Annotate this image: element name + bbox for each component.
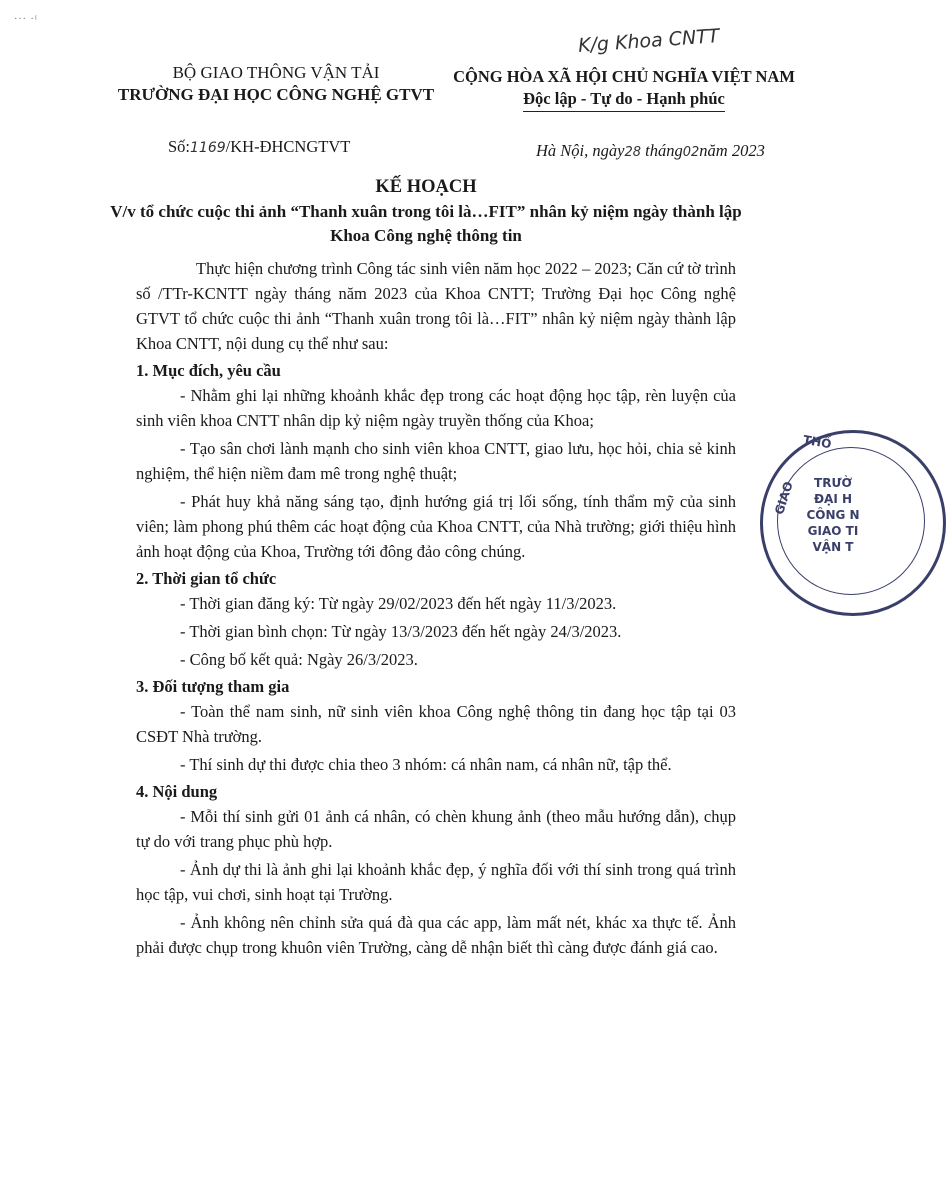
corner-scribble: ··· ·ᴵ — [14, 14, 38, 25]
handwritten-note: K/g Khoa CNTT — [577, 25, 721, 57]
header-right — [448, 66, 800, 112]
date-suffix: năm 2023 — [699, 141, 765, 160]
document-body — [136, 256, 736, 960]
section-4-item-2: - Ảnh dự thi là ảnh ghi lại khoảnh khắc đẹp, ý nghĩa đối với thí sinh trong quá trình học tập, vui chơi, sinh hoạt tại Trường. — [136, 860, 736, 904]
section-1-item-1: - Nhằm ghi lại những khoảnh khắc đẹp trong các hoạt động học tập, rèn luyện của sinh viên khoa CNTT nhân dịp kỷ niệm ngày truyền thống của Khoa; — [136, 386, 736, 430]
document-number — [168, 137, 350, 157]
date-month: 02 — [682, 145, 700, 160]
document-subtitle: V/v tổ chức cuộc thi ảnh “Thanh xuân trong tôi là…FIT” nhân kỷ niệm ngày thành lập Khoa Công nghệ thông tin — [110, 202, 742, 245]
seal-ring-text-left: GIAO — [772, 479, 796, 517]
document-title: KẾ HOẠCH — [375, 177, 477, 197]
header-left — [96, 62, 456, 106]
document-date — [536, 141, 765, 161]
docno-prefix: Số: — [168, 137, 191, 156]
official-seal-stamp — [760, 430, 946, 616]
seal-center-text — [793, 475, 873, 555]
docno-suffix: /KH-ĐHCNGTVT — [225, 137, 351, 156]
seal-line-5: VẬN T — [812, 540, 854, 554]
section-2-item-3: - Công bố kết quả: Ngày 26/3/2023. — [180, 650, 418, 669]
section-3-item-2: - Thí sinh dự thi được chia theo 3 nhóm: cá nhân nam, cá nhân nữ, tập thể. — [180, 755, 672, 774]
section-1-item-3: - Phát huy khả năng sáng tạo, định hướng giá trị lối sống, tính thẩm mỹ của sinh viên; làm phong phú thêm các hoạt động của Khoa CNTT, của Nhà trường; giới thiệu hình ảnh hoạt động của Khoa, Trường tới đông đảo công chúng. — [136, 492, 736, 561]
date-prefix: Hà Nội, ngày — [536, 141, 625, 160]
docno-number: 1169 — [190, 140, 226, 156]
section-2-item-2: - Thời gian bình chọn: Từ ngày 13/3/2023 đến hết ngày 24/3/2023. — [180, 622, 622, 641]
seal-line-1: TRƯỜ — [814, 476, 852, 490]
ministry-name: BỘ GIAO THÔNG VẬN TẢI — [172, 63, 380, 82]
section-4-item-1: - Mỗi thí sinh gửi 01 ảnh cá nhân, có chèn khung ảnh (theo mẫu hướng dẫn), chụp tự do với trang phục phù hợp. — [136, 807, 736, 851]
intro-paragraph: Thực hiện chương trình Công tác sinh viên năm học 2022 – 2023; Căn cứ tờ trình số /TTr-KCNTT ngày tháng năm 2023 của Khoa CNTT; Trường Đại học Công nghệ GTVT tổ chức cuộc thi ảnh “Thanh xuân trong tôi là…FIT” nhân kỷ niệm ngày thành lập Khoa CNTT, nội dung cụ thể như sau: — [136, 259, 736, 353]
date-mid: tháng — [641, 141, 683, 160]
seal-ring-text-top: THỐ — [802, 432, 833, 452]
section-heading-1: 1. Mục đích, yêu cầu — [136, 361, 281, 380]
seal-line-3: CÔNG N — [806, 508, 860, 522]
section-3-item-1: - Toàn thể nam sinh, nữ sinh viên khoa Công nghệ thông tin đang học tập tại 03 CSĐT Nhà trường. — [136, 702, 736, 746]
section-2-item-1: - Thời gian đăng ký: Từ ngày 29/02/2023 đến hết ngày 11/3/2023. — [180, 594, 617, 613]
seal-line-4: GIAO TI — [807, 524, 859, 538]
section-heading-2: 2. Thời gian tổ chức — [136, 569, 277, 588]
date-day: 28 — [624, 145, 642, 160]
section-heading-4: 4. Nội dung — [136, 782, 218, 801]
seal-line-2: ĐẠI H — [813, 492, 853, 506]
section-4-item-3: - Ảnh không nên chỉnh sửa quá đà qua các app, làm mất nét, khác xa thực tế. Ảnh phải được chụp trong khuôn viên Trường, càng dễ nhận biết thì càng được đánh giá cao. — [136, 913, 736, 957]
nation-name: CỘNG HÒA XÃ HỘI CHỦ NGHĨA VIỆT NAM — [453, 67, 795, 86]
university-name: TRƯỜNG ĐẠI HỌC CÔNG NGHỆ GTVT — [117, 85, 435, 104]
section-heading-3: 3. Đối tượng tham gia — [136, 677, 290, 696]
national-motto: Độc lập - Tự do - Hạnh phúc — [523, 88, 725, 112]
section-1-item-2: - Tạo sân chơi lành mạnh cho sinh viên khoa CNTT, giao lưu, học hỏi, chia sẻ kinh nghiệm, thể hiện niềm đam mê trong nghệ thuật; — [136, 439, 736, 483]
